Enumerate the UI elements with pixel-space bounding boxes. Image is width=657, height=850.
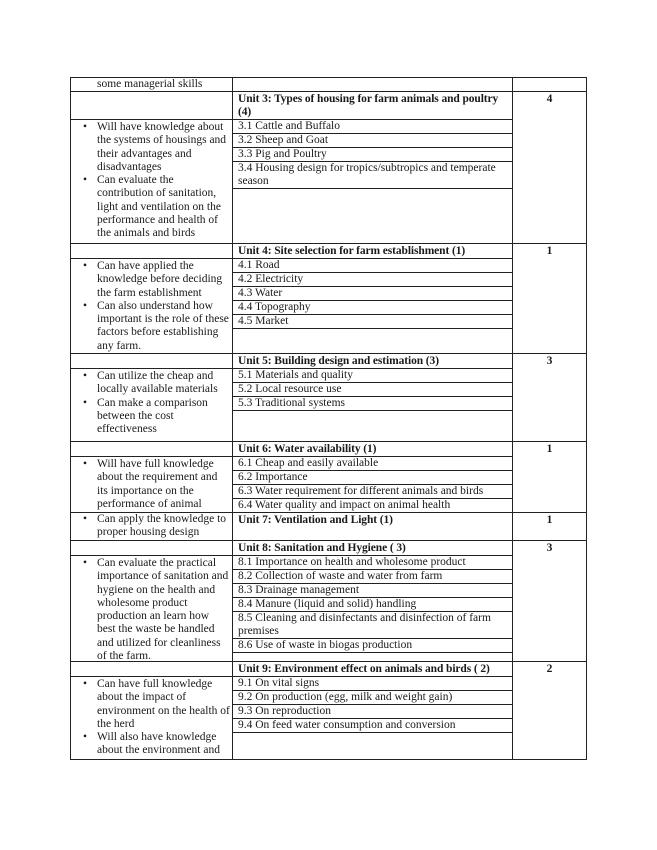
subtopics-cell: [233, 369, 513, 441]
subtopic-row: 6.2 Importance: [233, 471, 512, 485]
subtopic-row: 4.3 Water: [233, 287, 512, 301]
unit-title: Unit 5: Building design and estimation (3): [233, 354, 513, 369]
outcome-text: Can apply the knowledge to proper housing design: [97, 513, 227, 538]
outcome-text: Can have full knowledge about the impact of environment on the health of the herd: [97, 678, 230, 730]
continuation-hours-cell: [513, 78, 586, 91]
unit-block-9: [71, 662, 586, 759]
unit-block-8: [71, 541, 586, 662]
bullet-icon: •: [83, 121, 88, 133]
unit-hours: 1: [546, 443, 553, 455]
outcomes-cell: [71, 513, 233, 540]
subtopic-row: 8.3 Drainage management: [233, 584, 512, 598]
outcome-item: [71, 397, 230, 437]
continuation-outcome-cell: [71, 78, 233, 91]
outcome-text: Can also understand how important is the role of these factors before establishing any farm.: [97, 299, 229, 352]
bullet-icon: •: [83, 260, 88, 272]
outcomes-spacer-cell: [71, 541, 233, 556]
unit-hours: 1: [546, 245, 553, 257]
unit-block-3: [71, 92, 586, 244]
subtopics-cell: [233, 677, 513, 759]
unit-title: Unit 6: Water availability (1): [233, 442, 513, 457]
unit-block-5: [71, 354, 586, 442]
subtopics-cell: [233, 120, 513, 243]
outcome-text: Will also have knowledge about the environment and: [97, 731, 220, 757]
outcomes-spacer-cell: [71, 92, 233, 120]
outcomes-spacer-cell: [71, 442, 233, 457]
subtopic-row: 8.6 Use of waste in biogas production: [233, 639, 512, 653]
bullet-icon: •: [83, 678, 88, 690]
outcomes-spacer-cell: [71, 662, 233, 677]
outcome-item: [71, 458, 230, 511]
subtopic-row: 4.2 Electricity: [233, 273, 512, 287]
subtopic-row: 4.5 Market: [233, 315, 512, 329]
outcome-item: [71, 174, 230, 240]
outcomes-spacer-cell: [71, 244, 233, 259]
subtopic-row: 8.5 Cleaning and disinfectants and disinfection of farm premises: [233, 612, 512, 639]
unit-title: Unit 7: Ventilation and Light (1): [233, 513, 513, 540]
subtopic-row: 3.3 Pig and Poultry: [233, 148, 512, 162]
subtopic-row: 9.2 On production (egg, milk and weight gain): [233, 691, 512, 705]
outcomes-spacer-cell: [71, 354, 233, 369]
subtopic-row: 4.1 Road: [233, 259, 512, 273]
subtopic-row: 6.1 Cheap and easily available: [233, 457, 512, 471]
subtopic-row: 6.4 Water quality and impact on animal health: [233, 499, 512, 513]
subtopic-row: 4.4 Topography: [233, 301, 512, 315]
outcome-item: [71, 513, 230, 539]
outcomes-cell: [71, 369, 233, 441]
subtopic-row: 8.2 Collection of waste and water from farm: [233, 570, 512, 584]
subtopic-row: 6.3 Water requirement for different animals and birds: [233, 485, 512, 499]
bullet-icon: •: [83, 731, 88, 744]
unit-title: Unit 4: Site selection for farm establishment (1): [233, 244, 513, 259]
outcomes-cell: [71, 677, 233, 759]
table-row-continuation: [71, 78, 586, 92]
subtopic-row: 5.2 Local resource use: [233, 383, 512, 397]
outcome-item: [71, 731, 230, 758]
unit-block-4: [71, 244, 586, 354]
bullet-icon: •: [83, 513, 88, 525]
outcomes-cell: [71, 120, 233, 243]
bullet-icon: •: [83, 396, 88, 409]
outcome-item: [71, 557, 230, 663]
subtopic-row: 3.2 Sheep and Goat: [233, 134, 512, 148]
unit-hours: 4: [546, 93, 553, 105]
subtopic-row: 5.1 Materials and quality: [233, 369, 512, 383]
unit-hours: 2: [546, 663, 553, 675]
outcome-item: [71, 260, 230, 300]
outcome-text: Can evaluate the contribution of sanitation, light and ventilation on the performance and health of the animals and birds: [97, 174, 221, 240]
subtopic-row: 9.3 On reproduction: [233, 705, 512, 719]
outcomes-cell: [71, 556, 233, 663]
unit-title: Unit 3: Types of housing for farm animals and poultry (4): [233, 92, 513, 120]
course-units-table: [70, 77, 587, 760]
subtopic-row: 9.4 On feed water consumption and conversion: [233, 719, 512, 733]
outcome-item: [71, 300, 230, 353]
subtopic-row: 5.3 Traditional systems: [233, 397, 512, 411]
unit-block-7: [71, 513, 586, 541]
outcome-item: [71, 678, 230, 731]
outcome-text: Can make a comparison between the cost effectiveness: [97, 396, 208, 436]
unit-block-6: [71, 442, 586, 513]
subtopic-row: 3.1 Cattle and Buffalo: [233, 120, 512, 134]
subtopic-row: 3.4 Housing design for tropics/subtropics and temperate season: [233, 162, 512, 189]
outcomes-cell: [71, 259, 233, 353]
outcome-text: Can evaluate the practical importance of sanitation and hygiene on the health and wholesome product production an learn how best the waste be handled and utilized for cleanliness of the farm.: [97, 557, 229, 663]
outcome-text: Will have knowledge about the systems of housings and their advantages and disadvantages: [97, 121, 227, 173]
outcome-item: [71, 370, 230, 397]
bullet-icon: •: [83, 174, 88, 187]
subtopic-row: 8.1 Importance on health and wholesome product: [233, 556, 512, 570]
unit-title: Unit 9: Environment effect on animals and birds ( 2): [233, 662, 513, 677]
outcome-text: Can utilize the cheap and locally available materials: [97, 370, 218, 396]
subtopic-row: 9.1 On vital signs: [233, 677, 512, 691]
bullet-icon: •: [83, 299, 88, 312]
subtopics-cell: [233, 259, 513, 353]
outcome-text: Can have applied the knowledge before deciding the farm establishment: [97, 260, 223, 299]
bullet-icon: •: [83, 557, 88, 569]
bullet-icon: •: [83, 370, 88, 382]
outcome-item: [71, 121, 230, 174]
continuation-topic-cell: [233, 78, 513, 91]
outcome-text: Will have full knowledge about the requirement and its importance on the performance of animal: [97, 458, 218, 510]
bullet-icon: •: [83, 458, 88, 470]
unit-hours: 3: [546, 355, 553, 367]
unit-title: Unit 8: Sanitation and Hygiene ( 3): [233, 541, 513, 556]
subtopics-cell: [233, 556, 513, 663]
unit-hours: 3: [546, 542, 553, 554]
unit-hours: 1: [546, 514, 553, 526]
subtopics-cell: [233, 457, 513, 513]
subtopic-row: 8.4 Manure (liquid and solid) handling: [233, 598, 512, 612]
outcomes-cell: [71, 457, 233, 513]
continuation-outcome-text: some managerial skills: [97, 78, 203, 90]
